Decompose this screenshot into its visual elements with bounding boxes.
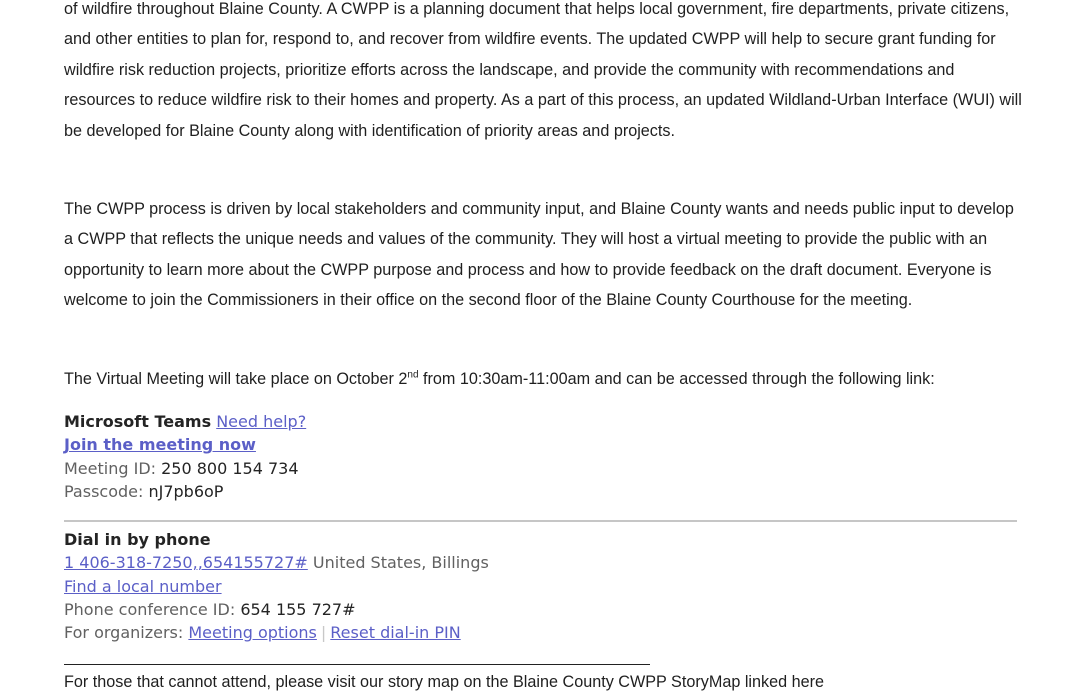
phone-location: United States, Billings xyxy=(307,553,489,573)
date-ordinal-suffix: nd xyxy=(407,369,419,381)
section-divider xyxy=(64,520,1017,522)
meeting-id-row xyxy=(64,457,306,480)
join-meeting-link[interactable]: Join the meeting now xyxy=(64,435,256,455)
teams-header-row xyxy=(64,410,306,433)
phone-number-link[interactable]: 1 406-318-7250,,654155727# xyxy=(64,553,308,573)
meeting-time-text: from 10:30am-11:00am and can be accessed through the following link: xyxy=(418,370,935,388)
need-help-link[interactable]: Need help? xyxy=(216,412,307,431)
organizers-label: For organizers: xyxy=(64,623,189,643)
meeting-date-text: The Virtual Meeting will take place on October 2 xyxy=(64,370,408,388)
paragraph-meeting-date xyxy=(64,364,1024,394)
passcode-row xyxy=(64,480,306,503)
conference-id-label: Phone conference ID: xyxy=(64,599,241,619)
passcode-value: nJ7pb6oP xyxy=(148,481,224,501)
phone-number-row xyxy=(64,551,489,574)
reset-pin-link[interactable]: Reset dial-in PIN xyxy=(330,623,461,643)
paragraph-cwpp-process: The CWPP process is driven by local stakeholders and community input, and Blaine County wants and needs public input to develop a CWPP that reflects the unique needs and values of the community. They will host a virtual meeting to provide the public with an opportunity to learn more about the CWPP purpose and process and how to provide feedback on the draft document. Everyone is welcome to join the Commissioners in their office on the second floor of the Blaine County Courthouse for the meeting. xyxy=(64,200,1014,310)
dial-in-block xyxy=(64,528,489,644)
dial-in-title: Dial in by phone xyxy=(64,530,211,549)
cut-off-text-line: For those that cannot attend, please visit our story map on the Blaine County CWPP StoryMap linked here xyxy=(64,673,825,691)
conference-id-value: 654 155 727# xyxy=(240,599,356,619)
local-number-row xyxy=(64,575,489,598)
meeting-options-link[interactable]: Meeting options xyxy=(188,623,317,643)
paragraph-cwpp-description: of wildfire throughout Blaine County. A CWPP is a planning document that helps local government, fire departments, private citizens, and other entities to plan for, respond to, and recover from wildfire events. The updated CWPP will help to secure grant funding for wildfire risk reduction projects, prioritize efforts across the landscape, and provide the community with recommendations and resources to reduce wildfire risk to their homes and property. As a part of this process, an updated Wildland-Urban Interface (WUI) will be developed for Blaine County along with identification of priority areas and projects. xyxy=(64,0,1022,140)
join-row xyxy=(64,433,306,456)
link-separator: | xyxy=(320,623,327,643)
teams-title: Microsoft Teams xyxy=(64,412,212,431)
meeting-id-label: Meeting ID: xyxy=(64,458,162,478)
signature-rule xyxy=(64,664,650,665)
find-local-number-link[interactable]: Find a local number xyxy=(64,576,222,596)
teams-meeting-block xyxy=(64,410,306,503)
meeting-id-value: 250 800 154 734 xyxy=(161,458,299,478)
organizers-row xyxy=(64,621,489,644)
conference-id-row xyxy=(64,598,489,621)
passcode-label: Passcode: xyxy=(64,481,149,501)
dial-header-row xyxy=(64,528,489,551)
